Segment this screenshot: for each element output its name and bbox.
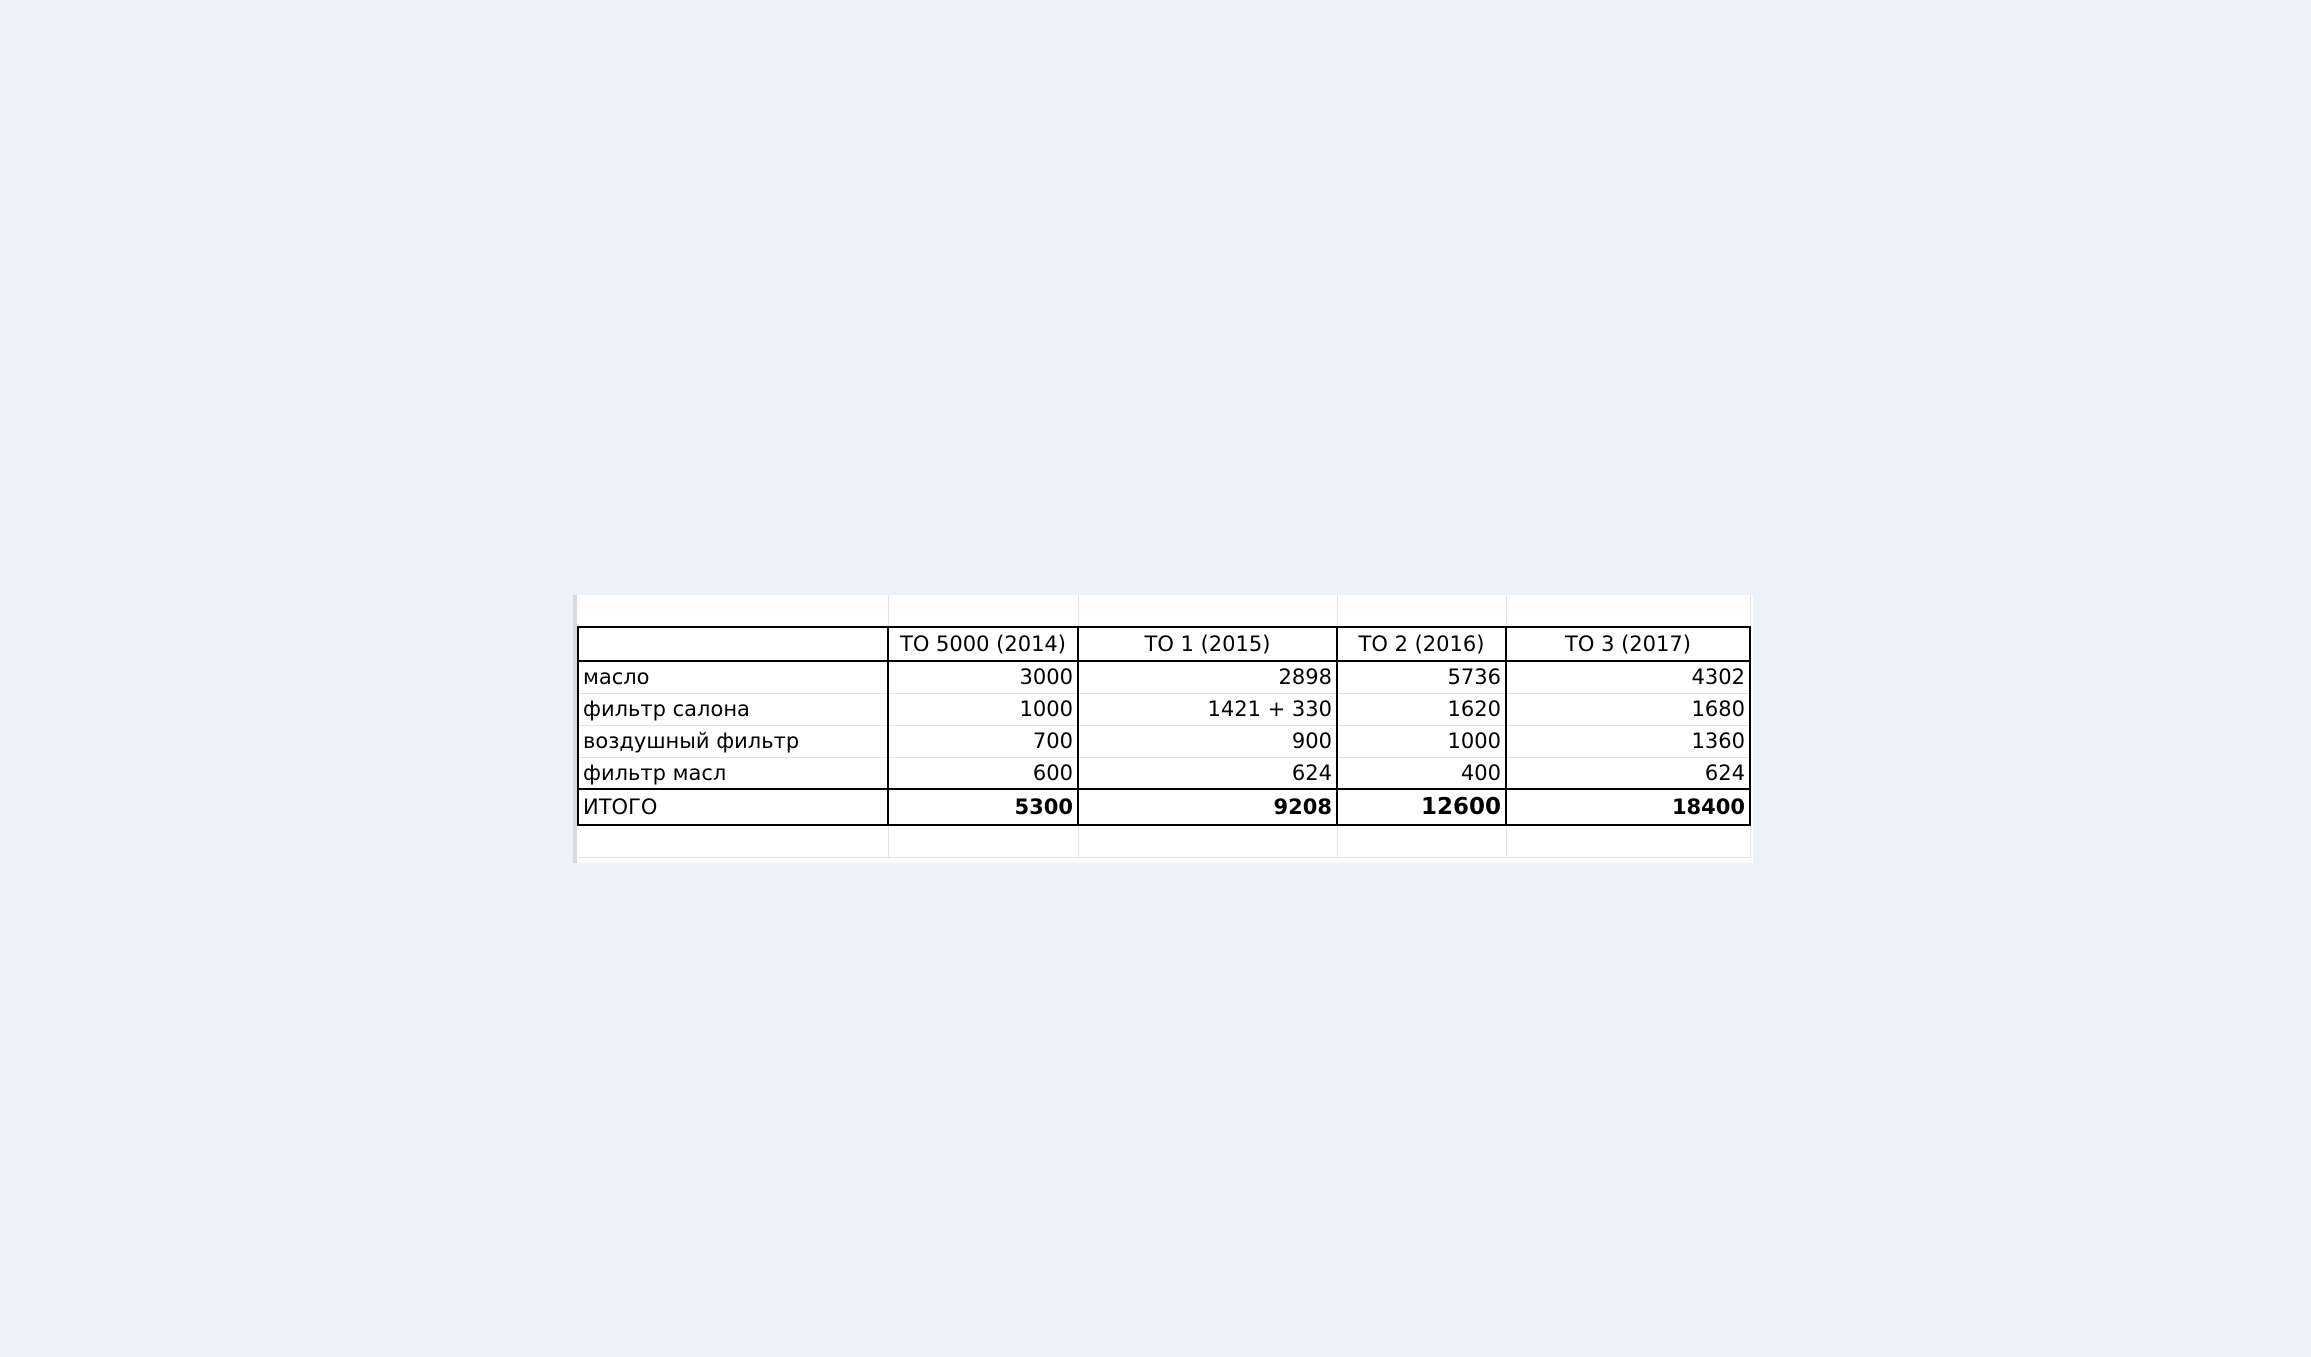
header-cell[interactable]: ТО 3 (2017) bbox=[1506, 627, 1750, 661]
cell[interactable] bbox=[578, 825, 888, 857]
header-cell[interactable]: ТО 1 (2015) bbox=[1078, 627, 1337, 661]
table-row bbox=[578, 693, 1750, 725]
value-cell[interactable]: 624 bbox=[1506, 757, 1750, 789]
value-cell[interactable]: 700 bbox=[888, 725, 1078, 757]
value-cell[interactable]: 1000 bbox=[888, 693, 1078, 725]
table-row bbox=[578, 757, 1750, 789]
cell[interactable] bbox=[1337, 825, 1506, 857]
value-cell[interactable]: 400 bbox=[1337, 757, 1506, 789]
cell[interactable] bbox=[1078, 595, 1337, 627]
row-label-cell[interactable]: фильтр масл bbox=[578, 757, 888, 789]
header-cell[interactable] bbox=[578, 627, 888, 661]
cell[interactable] bbox=[578, 595, 888, 627]
value-cell[interactable]: 1360 bbox=[1506, 725, 1750, 757]
value-cell[interactable]: 1000 bbox=[1337, 725, 1506, 757]
value-cell[interactable]: 600 bbox=[888, 757, 1078, 789]
total-label-cell[interactable]: ИТОГО bbox=[578, 789, 888, 825]
row-label-cell[interactable]: воздушный фильтр bbox=[578, 725, 888, 757]
total-value-cell[interactable]: 12600 bbox=[1337, 789, 1506, 825]
total-value-cell[interactable]: 18400 bbox=[1506, 789, 1750, 825]
cell[interactable] bbox=[888, 825, 1078, 857]
value-cell[interactable]: 1620 bbox=[1337, 693, 1506, 725]
spreadsheet-grid bbox=[573, 595, 1753, 863]
empty-row bbox=[578, 595, 1750, 627]
total-row bbox=[578, 789, 1750, 825]
total-value-cell[interactable]: 9208 bbox=[1078, 789, 1337, 825]
row-label-cell[interactable]: масло bbox=[578, 661, 888, 693]
value-cell[interactable]: 5736 bbox=[1337, 661, 1506, 693]
cell[interactable] bbox=[1506, 825, 1750, 857]
value-cell[interactable]: 1421 + 330 bbox=[1078, 693, 1337, 725]
header-row bbox=[578, 627, 1750, 661]
total-value-cell[interactable]: 5300 bbox=[888, 789, 1078, 825]
value-cell[interactable]: 4302 bbox=[1506, 661, 1750, 693]
header-cell[interactable]: ТО 2 (2016) bbox=[1337, 627, 1506, 661]
cell[interactable] bbox=[1337, 595, 1506, 627]
maintenance-cost-table bbox=[577, 595, 1751, 858]
cell[interactable] bbox=[888, 595, 1078, 627]
value-cell[interactable]: 900 bbox=[1078, 725, 1337, 757]
table-row bbox=[578, 661, 1750, 693]
value-cell[interactable]: 3000 bbox=[888, 661, 1078, 693]
row-label-cell[interactable]: фильтр салона bbox=[578, 693, 888, 725]
cell[interactable] bbox=[1506, 595, 1750, 627]
value-cell[interactable]: 624 bbox=[1078, 757, 1337, 789]
header-cell[interactable]: ТО 5000 (2014) bbox=[888, 627, 1078, 661]
table-row bbox=[578, 725, 1750, 757]
value-cell[interactable]: 2898 bbox=[1078, 661, 1337, 693]
empty-row bbox=[578, 825, 1750, 857]
value-cell[interactable]: 1680 bbox=[1506, 693, 1750, 725]
cell[interactable] bbox=[1078, 825, 1337, 857]
